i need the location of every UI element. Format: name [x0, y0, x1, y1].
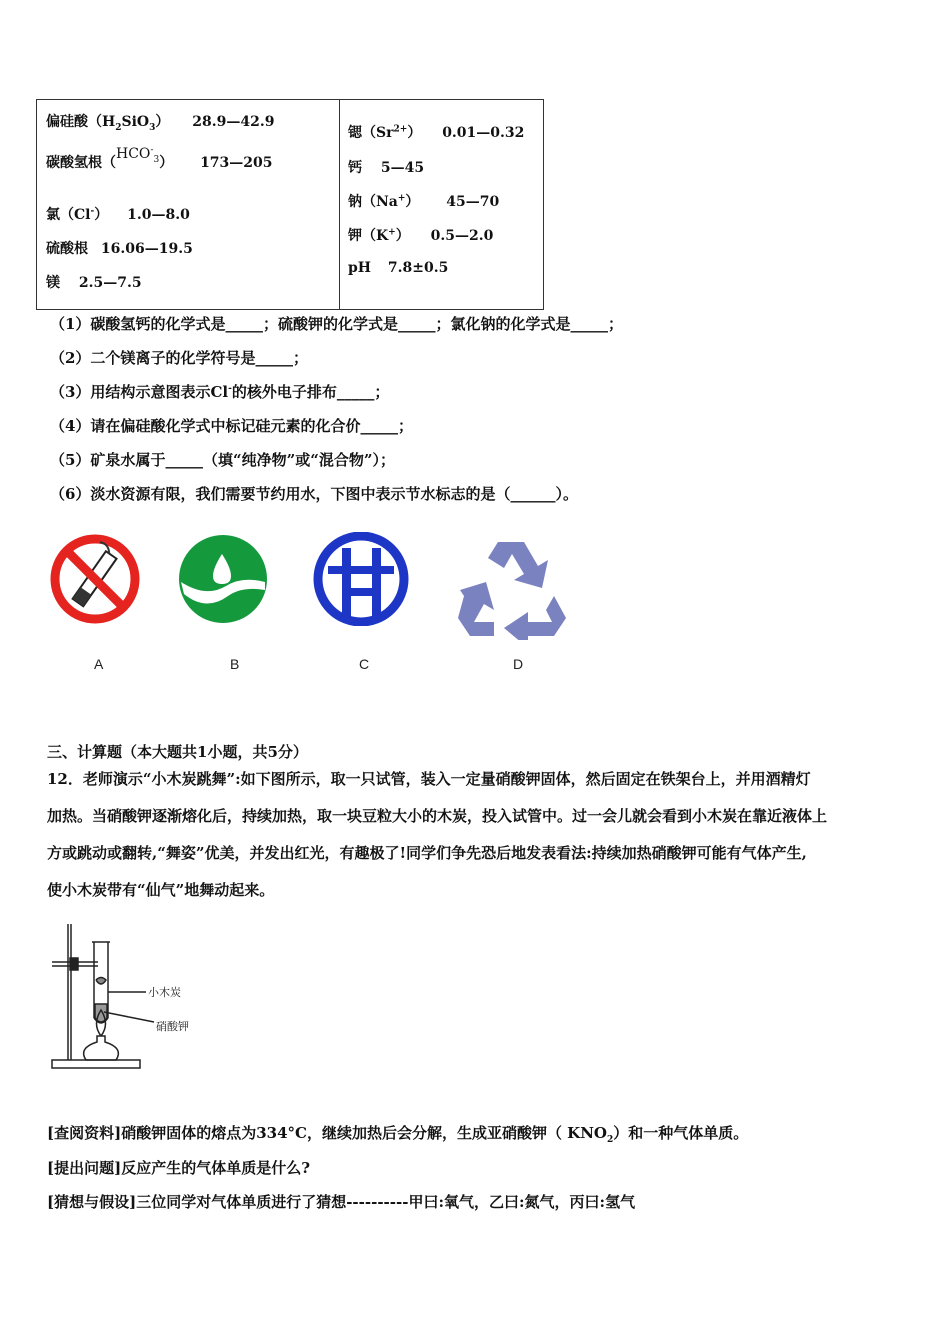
- question-1: （1）碳酸氢钙的化学式是_____；硫酸钾的化学式是_____；氯化钠的化学式是_____；: [50, 315, 623, 333]
- section-title: 三、计算题（本大题共1小题，共5分）: [47, 743, 308, 761]
- option-label-c: C: [359, 656, 370, 672]
- info-line-1-a: [查阅资料]硝酸钾固体的熔点为334°C，继续加热后会分解，生成亚硝酸钾（ KNO: [47, 1124, 607, 1142]
- label-kno3: 硝酸钾: [156, 1020, 189, 1033]
- row-name3: ）: [94, 207, 109, 223]
- ion-text: HCO: [116, 146, 151, 162]
- table-row-mg: [46, 272, 142, 292]
- row-name: 氯（Cl: [46, 207, 91, 223]
- table-row-sulfate: [46, 238, 193, 258]
- row-name: 钾（K: [348, 228, 389, 244]
- question-3: [50, 381, 389, 402]
- table-row-h2sio3: [46, 111, 274, 133]
- question-2: （2）二个镁离子的化学符号是_____；: [50, 349, 308, 367]
- question-3-rest: 的核外电子排布_____；: [231, 383, 390, 401]
- row-sub2: 3: [149, 122, 156, 133]
- table-row-ca: [348, 157, 424, 177]
- info-line-3: [猜想与假设]三位同学对气体单质进行了猜想----------甲曰:氧气，乙曰:氮气，丙曰:氢气: [47, 1193, 636, 1211]
- row-name3: ）: [155, 114, 170, 130]
- problem-line-1: 12．老师演示“小木炭跳舞”:如下图所示，取一只试管，装入一定量硝酸钾固体，然后固定在铁架台上，并用酒精灯: [47, 770, 811, 788]
- row-range: 0.01—0.32: [442, 125, 525, 141]
- row-range: 0.5—2.0: [430, 228, 494, 244]
- row-name: 钙: [348, 160, 362, 176]
- row-name2: SiO: [121, 114, 150, 130]
- option-label-b: B: [230, 656, 240, 672]
- row-name: 镁: [46, 275, 60, 291]
- no-smoking-icon: [48, 532, 142, 626]
- row-name: 偏硅酸（H: [46, 114, 116, 130]
- row-sub: 2: [115, 122, 122, 133]
- problem-line-2: 加热。当硝酸钾逐渐熔化后，持续加热，取一块豆粒大小的木炭，投入试管中。过一会儿就会看到小木炭在靠近液体上: [47, 807, 828, 825]
- row-name: 锶（Sr: [348, 125, 394, 141]
- row-name3: ）: [159, 155, 174, 171]
- table-divider: [339, 100, 340, 309]
- row-range: 5—45: [380, 160, 425, 176]
- question-6: （6）淡水资源有限，我们需要节约用水，下图中表示节水标志的是（______）。: [50, 485, 578, 503]
- row-sup: +: [397, 193, 406, 204]
- row-name: 钠（Na: [348, 194, 398, 210]
- row-range: 16.06—19.5: [100, 241, 193, 257]
- option-label-a: A: [94, 656, 104, 672]
- label-charcoal: 小木炭: [148, 986, 181, 999]
- table-row-sr: [348, 122, 524, 142]
- row-name3: ）: [405, 194, 420, 210]
- question-3-text: （3）用结构示意图表示Cl: [50, 383, 229, 401]
- problem-line-3: 方或跳动或翻转,“舞姿”优美，并发出红光，有趣极了!同学们争先恐后地发表看法:持续加热硝酸钾可能有气体产生,: [47, 844, 807, 862]
- row-name: 碳酸氢根（: [46, 155, 116, 171]
- mineral-water-table: [36, 99, 544, 310]
- row-range: 173—205: [200, 155, 273, 171]
- apparatus-diagram: [48, 918, 208, 1078]
- info-line-1-b: ）和一种气体单质。: [613, 1124, 749, 1142]
- info-line-1: [47, 1122, 748, 1145]
- option-label-d: D: [513, 656, 524, 672]
- row-name: pH: [348, 260, 372, 276]
- row-name3: ）: [395, 228, 410, 244]
- water-saving-emblem-icon: [312, 532, 410, 626]
- water-drop-icon: [176, 532, 270, 626]
- row-range: 1.0—8.0: [127, 207, 190, 223]
- row-range: 2.5—7.5: [78, 275, 142, 291]
- row-name: 硫酸根: [46, 241, 88, 257]
- question-4: （4）请在偏硅酸化学式中标记硅元素的化合价_____；: [50, 417, 413, 435]
- question-3-sup: -: [228, 384, 232, 394]
- recycle-icon: [454, 536, 568, 640]
- row-sup: 2+: [393, 124, 408, 135]
- row-name3: ）: [407, 125, 422, 141]
- question-5: （5）矿泉水属于_____（填“纯净物”或“混合物”）；: [50, 451, 395, 469]
- row-sup: -: [90, 206, 95, 217]
- row-range: 7.8±0.5: [387, 260, 449, 276]
- row-range: 28.9—42.9: [192, 114, 275, 130]
- table-row-na: [348, 191, 499, 211]
- hco3-ion: [116, 145, 160, 165]
- ion-sub: 3: [153, 154, 160, 165]
- table-row-k: [348, 225, 493, 245]
- table-row-ph: [348, 260, 448, 276]
- info-line-1-sub: 2: [606, 1135, 614, 1145]
- table-row-hco3: [46, 145, 273, 174]
- info-line-2: [提出问题]反应产生的气体单质是什么?: [47, 1159, 310, 1177]
- problem-line-4: 使小木炭带有“仙气”地舞动起来。: [47, 881, 275, 899]
- row-range: 45—70: [446, 194, 500, 210]
- row-sup: +: [388, 227, 396, 238]
- ion-sup: -: [150, 145, 154, 156]
- table-row-cl: [46, 204, 190, 224]
